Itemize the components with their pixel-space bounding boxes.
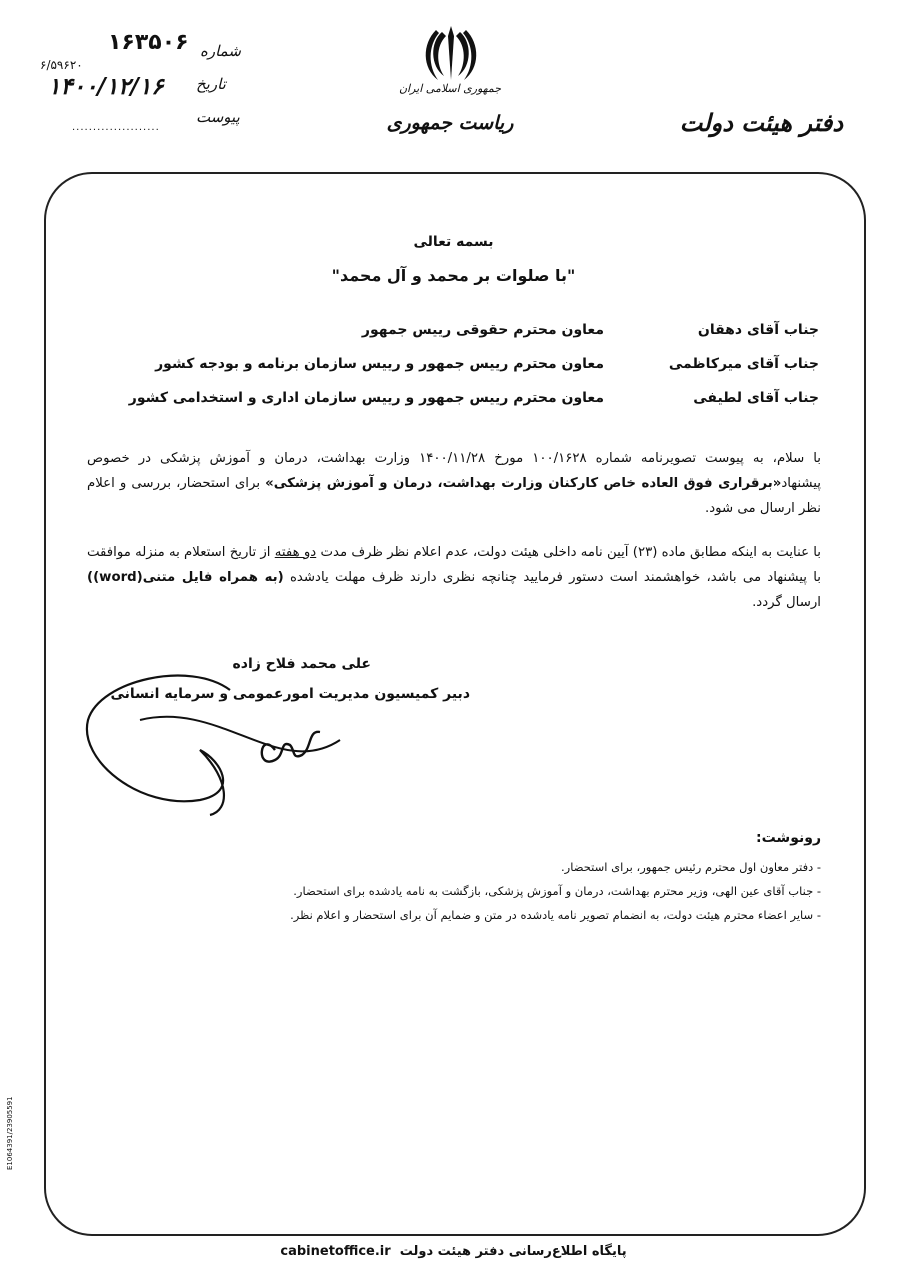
footer [0,1244,907,1259]
attachment-dots: ..................... [72,122,160,133]
signer-title: دبیر کمیسیون مدیریت امورعمومی و سرمایه انسانی [110,686,470,702]
cc-item: - سایر اعضاء محترم هیئت دولت، به انضمام تصویر نامه یادشده در متن و ضمایم آن برای استحضار و اعلام نظر. [290,908,821,922]
office-title: دفتر هیئت دولت [679,108,843,137]
addressee-name: جناب آقای دهقان [697,322,819,338]
footer-site-link[interactable]: cabinetoffice.ir [280,1244,391,1259]
bismillah-heading: بسمه تعالی [413,234,494,250]
p2-text-b: از تاریخ استعلام به منزله موافقت با پیشنهاد می باشد، خواهشمند است دستور فرمایید چنانچه نظری دارند ظرف مهلت یادشده [87,545,821,585]
p1-text-b: برای استحضار، بررسی و اعلام نظر ارسال می شود. [87,476,821,516]
addressee-role: معاون محترم حقوقی رییس جمهور [361,322,604,338]
addressee-role: معاون محترم رییس جمهور و رییس سازمان برنامه و بودجه کشور [155,356,604,372]
letter-number: ۱۶۳۵۰۶ [108,30,189,55]
signer-name: علی محمد فلاح زاده [232,656,371,672]
presidency-title: ریاست جمهوری [386,112,514,134]
cc-title: رونوشت: [756,830,821,846]
addressee-2 [99,356,819,378]
p2-text-c: ارسال گردد. [752,595,821,610]
cc-item: - دفتر معاون اول محترم رئیس جمهور، برای استحضار. [561,860,821,874]
p2-text-a: با عنایت به اینکه مطابق ماده (۲۳) آیین نامه داخلی هیئت دولت، عدم اعلام نظر ظرف مدت [316,545,822,560]
attachment-label: پیوست [196,108,240,126]
footer-text: پایگاه اطلاع‌رسانی دفتر هیئت دولت [399,1244,627,1259]
body-paragraph-1 [87,446,821,521]
letter-sub-number: ۶/۵۹۶۲۰ [40,58,83,72]
date-label: تاریخ [196,75,226,93]
letter-date: ۱۴۰۰/۱۲/۱۶ [48,74,164,100]
republic-title: جمهوری اسلامی ایران [398,82,502,95]
p2-deadline: دو هفته [274,545,317,560]
iran-emblem-icon [420,22,482,84]
side-barcode-text: E1064391/23905591 [6,1096,14,1170]
p1-subject: «برقراری فوق العاده خاص کارکنان وزارت بهداشت، درمان و آموزش پزشکی» [265,476,782,491]
salawat-heading: "با صلوات بر محمد و آل محمد" [331,266,576,285]
addressee-1 [99,322,819,344]
p1-text-a: با سلام، به پیوست تصویرنامه شماره ۱۰۰/۱۶۲۸ مورخ ۱۴۰۰/۱۱/۲۸ وزارت بهداشت، درمان و آموزش پزشکی در خصوص پیشنهاد [87,451,822,491]
cc-item: - جناب آقای عین الهی، وزیر محترم بهداشت، درمان و آموزش پزشکی، بازگشت به نامه یادشده برای استحضار. [293,884,821,898]
handwritten-signature-icon [80,660,400,820]
addressee-name: جناب آقای میرکاظمی [668,356,819,372]
addressee-3 [99,390,819,412]
addressee-name: جناب آقای لطیفی [693,390,819,406]
number-label: شماره [200,42,241,60]
body-paragraph-2 [87,540,821,615]
p2-file-note: (به همراه فایل متنی(word)) [87,570,284,585]
addressee-role: معاون محترم رییس جمهور و رییس سازمان اداری و استخدامی کشور [128,390,604,406]
